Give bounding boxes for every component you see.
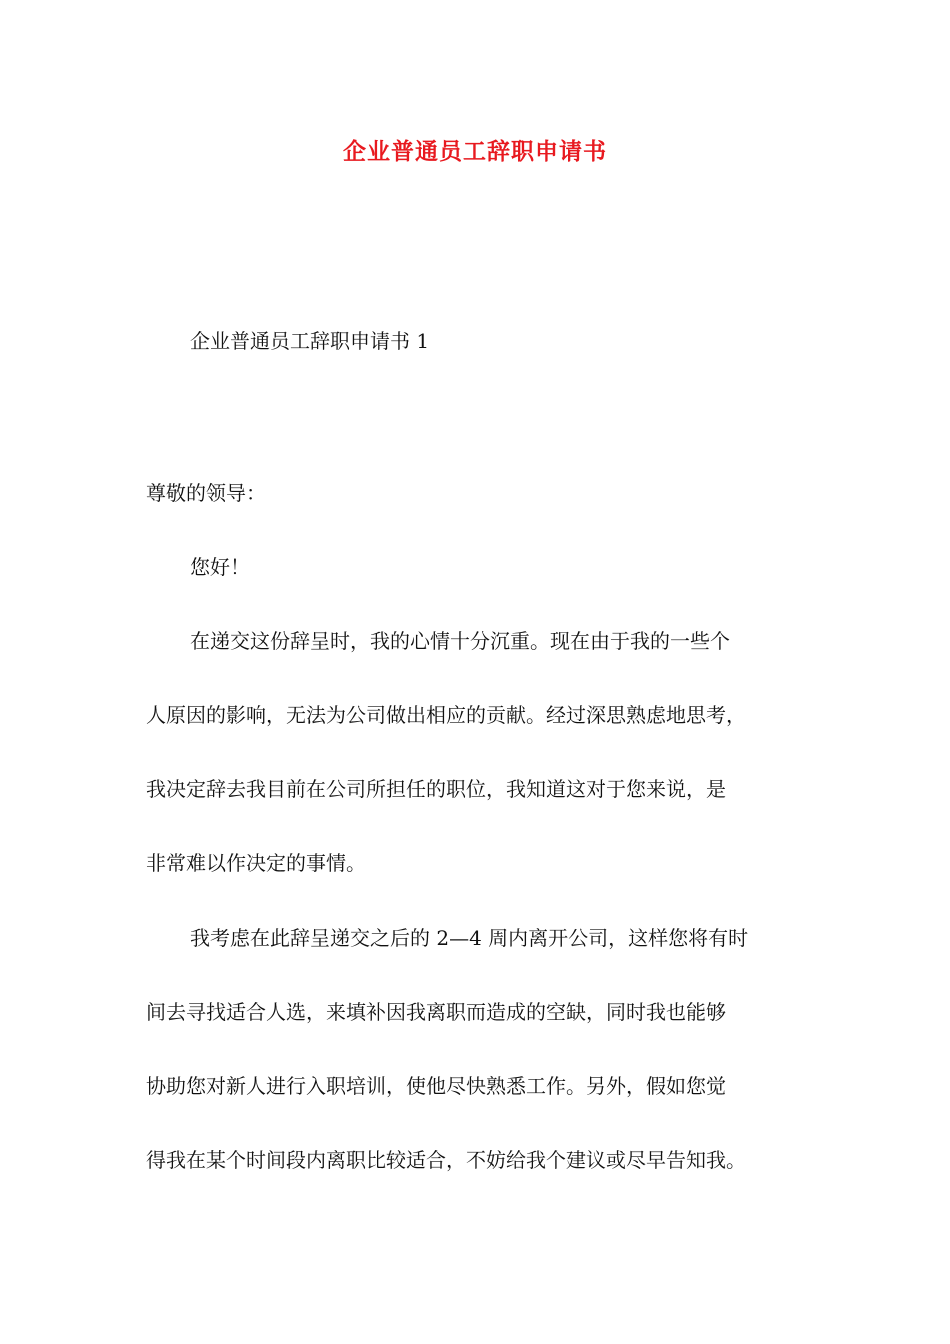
paragraph-2 [146,901,806,1197]
document-title: 企业普通员工辞职申请书 [343,138,607,165]
paragraph-1 [146,604,806,900]
salutation: 尊敬的领导： [146,481,266,505]
section-heading: 企业普通员工辞职申请书 1 [190,329,430,353]
paragraph-line: 在递交这份辞呈时，我的心情十分沉重。现在由于我的一些个 [190,629,730,653]
paragraph-line: 协助您对新人进行入职培训，使他尽快熟悉工作。另外，假如您觉 [146,1074,726,1098]
paragraph-line: 人原因的影响，无法为公司做出相应的贡献。经过深思熟虑地思考， [146,703,746,727]
paragraph-line: 我考虑在此辞呈递交之后的 2—4 周内离开公司，这样您将有时 [190,926,749,950]
paragraph-line: 间去寻找适合人选，来填补因我离职而造成的空缺，同时我也能够 [146,1000,726,1024]
paragraph-line: 得我在某个时间段内离职比较适合，不妨给我个建议或尽早告知我。 [146,1148,746,1172]
greeting: 您好！ [190,555,250,579]
paragraph-line: 非常难以作决定的事情。 [146,851,366,875]
paragraph-line: 我决定辞去我目前在公司所担任的职位，我知道这对于您来说，是 [146,777,726,801]
